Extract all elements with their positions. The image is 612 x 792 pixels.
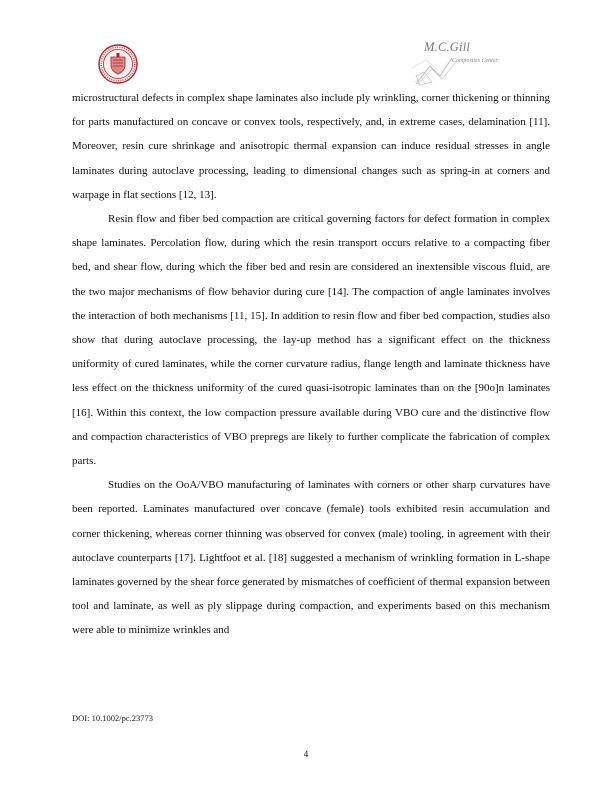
paragraph-2: Resin flow and fiber bed compaction are critical governing factors for defect formation in complex shape laminates. Percolation flow, during which the resin transport occurs relative to a compacting fiber bed, and shear flow, during which the fiber bed and resin are considered an inextensible viscous fluid, are the two major mechanisms of flow behavior during cure [14]. The compaction of angle laminates involves the interaction of both mechanisms [11, 15]. In addition to resin flow and fiber bed compaction, studies also show that during autoclave processing, the lay-up method has a significant effect on the thickness uniformity of cured laminates, while the corner curvature radius, flange length and laminate thickness have less effect on the thickness uniformity of the cured quasi-isotropic laminates than on the [90o]n laminates [16]. Within this context, the low compaction pressure available during VBO cure and the distinctive flow and compaction characteristics of VBO prepregs are likely to further complicate the fabrication of complex parts. <box>72 213 550 468</box>
logo-subtitle: Composites Center <box>452 58 498 64</box>
paragraph-1: microstructural defects in complex shape laminates also include ply wrinkling, corner thickening or thinning for parts manufactured on concave or convex tools, respectively, and, in extreme cases, delamination [11]. Moreover, resin cure shrinkage and anisotropic thermal expansion can induce residual stresses in angle laminates during autoclave processing, leading to dimensional changes such as spring-in at corners and warpage in flat sections [12, 13]. <box>72 92 550 201</box>
doi-footer: DOI: 10.1002/pc.23773 <box>72 713 153 723</box>
paragraph-3: Studies on the OoA/VBO manufacturing of laminates with corners or other sharp curvatures have been reported. Laminates manufactured over concave (female) tools exhibited resin accumulation and corner thickening, whereas corner thinning was observed for convex (male) tooling, in agreement with their autoclave counterparts [17]. Lightfoot et al. [18] suggested a mechanism of wrinkling formation in L-shape laminates governed by the shear force generated by mismatches of coefficient of thermal expansion between tool and laminate, as well as ply slippage during compaction, and experiments based on this mechanism were able to minimize wrinkles and <box>72 479 550 637</box>
university-seal-icon <box>98 44 138 84</box>
logo-wordmark: M.C.Gill <box>424 40 471 54</box>
page-number: 4 <box>303 749 309 759</box>
body-text <box>72 86 550 643</box>
